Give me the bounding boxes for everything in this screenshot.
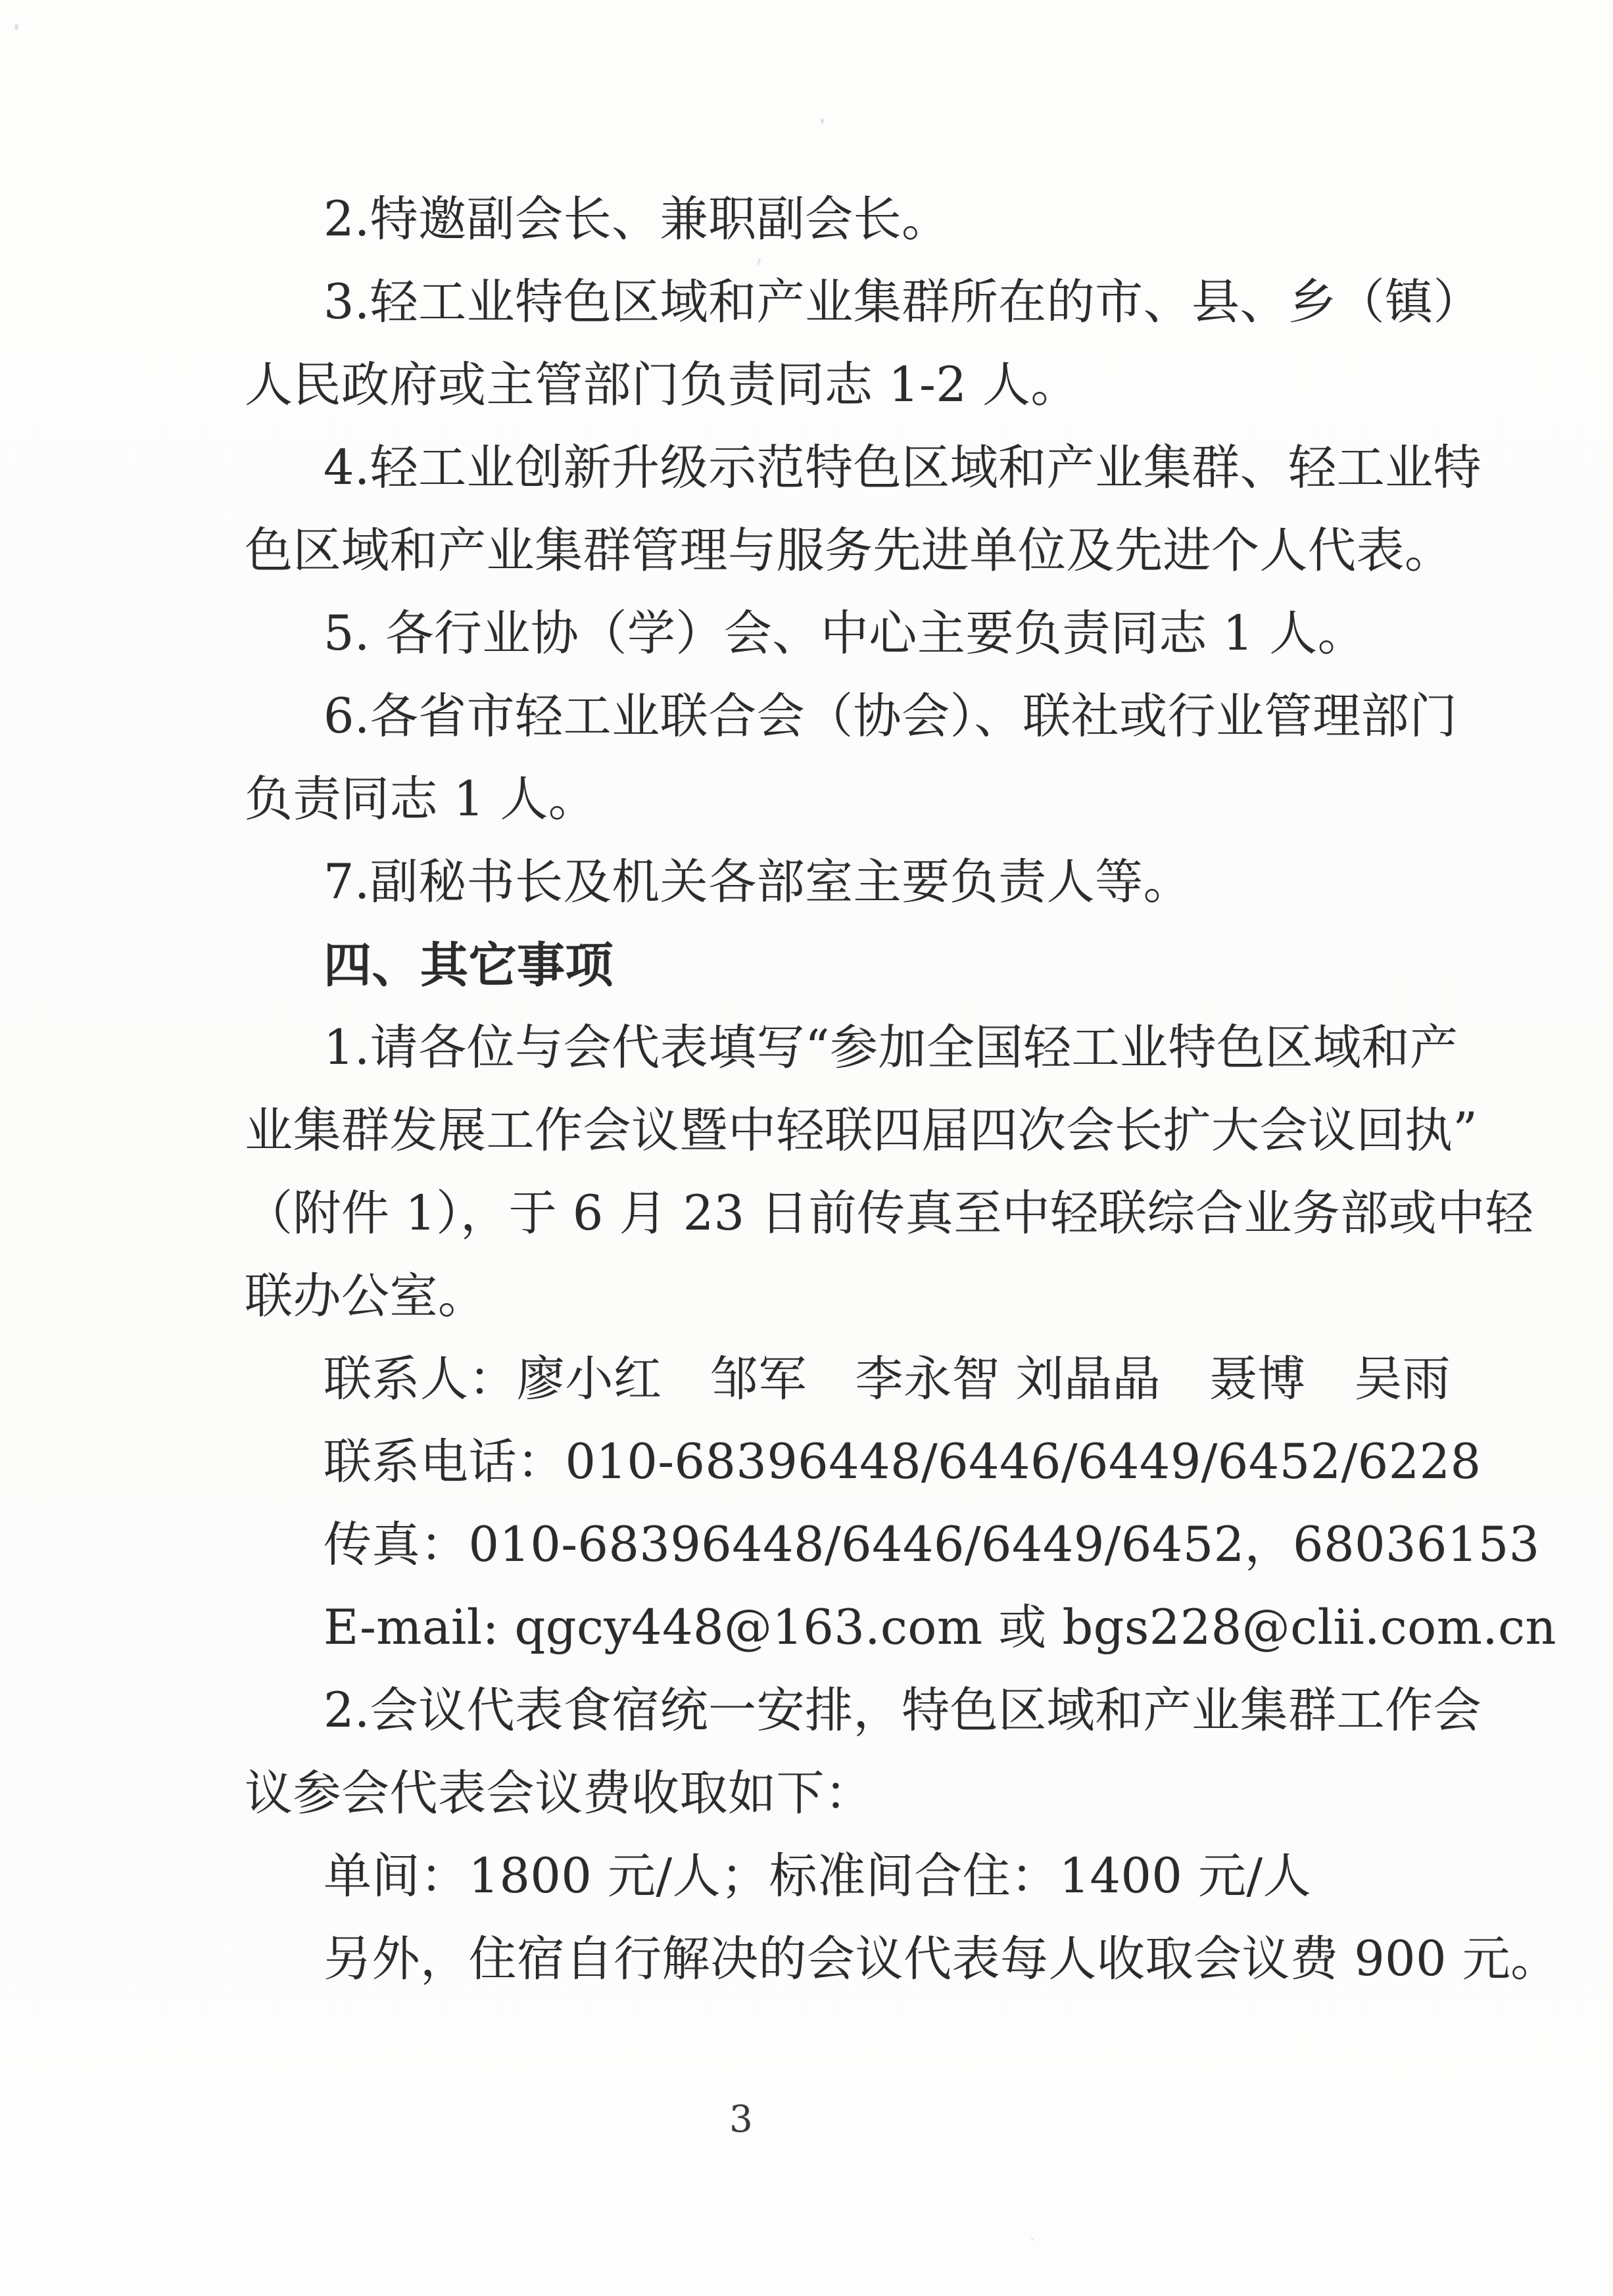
- other-item-2-line-2: 议参会代表会议费收取如下：: [245, 1765, 873, 1821]
- other-item-2-line-1: 2.会议代表食宿统一安排，特色区域和产业集群工作会: [324, 1683, 1482, 1738]
- fee-self-arranged: 另外，住宿自行解决的会议代表每人收取会议费 900 元。: [324, 1931, 1559, 1987]
- other-item-1-line-4: 联办公室。: [245, 1268, 487, 1324]
- item-6-line-1: 6.各省市轻工业联合会（协会）、联社或行业管理部门: [324, 688, 1458, 744]
- item-6-line-2: 负责同志 1 人。: [245, 771, 597, 827]
- other-item-1-line-2: 业集群发展工作会议暨中轻联四届四次会长扩大会议回执”: [245, 1103, 1478, 1159]
- item-2-invited-vice-chairmen: 2.特邀副会长、兼职副会长。: [324, 191, 950, 247]
- scan-speck: [1031, 2238, 1034, 2241]
- scan-speck: [14, 24, 18, 30]
- item-3-line-2: 人民政府或主管部门负责同志 1-2 人。: [245, 357, 1079, 413]
- contact-email: E-mail: qgcy448@163.com 或 bgs228@clii.com.cn: [324, 1600, 1557, 1656]
- contact-fax: 传真：010-68396448/6446/6449/6452，68036153: [324, 1517, 1540, 1573]
- item-3-line-1: 3.轻工业特色区域和产业集群所在的市、县、乡（镇）: [324, 274, 1482, 330]
- scan-speck: [821, 118, 824, 124]
- other-item-1-line-3: （附件 1），于 6 月 23 日前传真至中轻联综合业务部或中轻: [245, 1185, 1534, 1241]
- item-7-deputy-secretaries: 7.副秘书长及机关各部室主要负责人等。: [324, 854, 1192, 910]
- contact-phone: 联系电话：010-68396448/6446/6449/6452/6228: [324, 1434, 1481, 1490]
- section-4-heading: 四、其它事项: [324, 937, 614, 993]
- document-body: [245, 178, 1559, 2001]
- fee-standards: 单间：1800 元/人；标准间合住：1400 元/人: [324, 1848, 1312, 1904]
- item-5-associations: 5. 各行业协（学）会、中心主要负责同志 1 人。: [324, 606, 1366, 661]
- page-number: 3: [729, 2098, 753, 2141]
- contact-persons: 联系人：廖小红 邹军 李永智 刘晶晶 聂博 吴雨: [324, 1351, 1451, 1407]
- item-4-line-1: 4.轻工业创新升级示范特色区域和产业集群、轻工业特: [324, 440, 1482, 496]
- item-4-line-2: 色区域和产业集群管理与服务先进单位及先进个人代表。: [245, 523, 1453, 579]
- other-item-1-line-1: 1.请各位与会代表填写“参加全国轻工业特色区域和产: [324, 1020, 1458, 1076]
